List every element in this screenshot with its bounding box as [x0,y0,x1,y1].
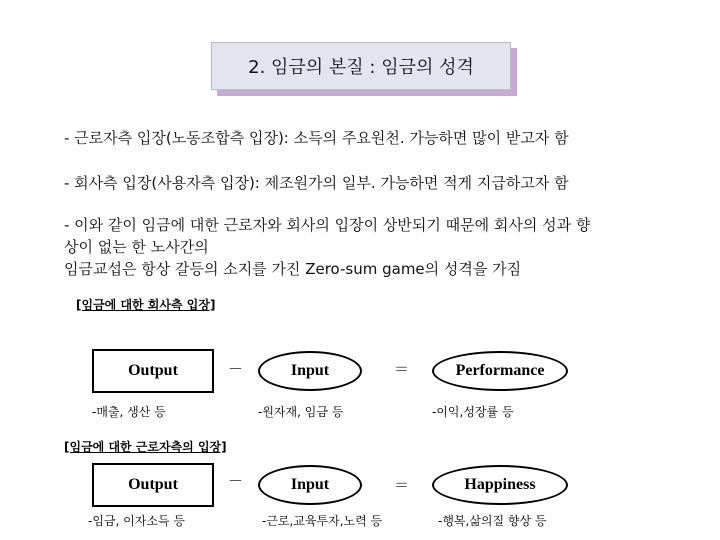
company-output-box [92,349,214,393]
company-minus-sign: － [228,360,244,378]
worker-input-note: -근로,교육투자,노력 등 [262,514,383,528]
company-input-text: Input [290,362,330,379]
slide-title [211,42,511,90]
company-view-label: [임금에 대한 회사측 입장] [76,298,216,312]
conflict-bullet-line1: - 이와 같이 임금에 대한 근로자와 회사의 입장이 상반되기 때문에 회사의 성과 향 [64,216,591,234]
company-input-note: -원자재, 임금 등 [258,405,344,419]
conflict-bullet-line2: 상이 없는 한 노사간의 [64,238,209,256]
slide-title-text: 2. 임금의 본질 : 임금의 성격 [248,57,474,78]
company-equals-sign: ＝ [394,360,410,378]
worker-view-label: [임금에 대한 근로자측의 입장] [64,440,227,454]
worker-equals-sign: ＝ [394,476,410,494]
worker-happiness-text: Happiness [464,476,536,493]
worker-minus-sign: － [228,472,244,490]
worker-output-note: -임금, 이자소득 등 [88,514,185,528]
worker-output-text: Output [128,476,178,493]
conflict-bullet-line3: 임금교섭은 항상 갈등의 소지를 가진 Zero-sum game의 성격을 가짐 [64,260,522,278]
company-performance-note: -이익,성장률 등 [432,405,514,419]
company-output-note: -매출, 생산 등 [92,405,166,419]
company-output-text: Output [128,362,178,379]
company-performance-text: Performance [455,362,545,379]
worker-happiness-note: -행복,삶의질 향상 등 [438,514,547,528]
worker-output-box [92,463,214,507]
worker-input-text: Input [290,476,330,493]
worker-position-bullet: - 근로자측 입장(노동조합측 입장): 소득의 주요원천. 가능하면 많이 받고자 함 [64,129,569,147]
company-position-bullet: - 회사측 입장(사용자측 입장): 제조원가의 일부. 가능하면 적게 지급하고자 함 [64,174,569,192]
